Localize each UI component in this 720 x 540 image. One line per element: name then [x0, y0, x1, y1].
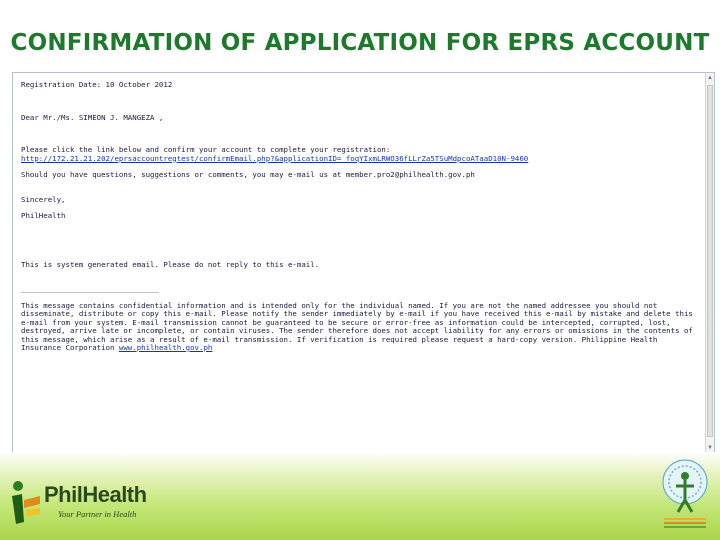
logo-text: PhilHealth	[44, 482, 147, 507]
vertical-scrollbar[interactable]	[705, 73, 714, 453]
scroll-thumb[interactable]	[707, 85, 713, 437]
email-window	[12, 72, 715, 454]
greeting: Dear Mr./Ms. SIMEON J. MANGEZA ,	[21, 112, 164, 122]
slide-title: CONFIRMATION OF APPLICATION FOR EPRS ACCOUNT	[10, 30, 710, 56]
philhealth-logo	[10, 478, 160, 528]
emblem-icon	[656, 456, 714, 536]
instruction-text: Please click the link below and confirm your account to complete your registration:	[21, 145, 391, 154]
disclaimer-paragraph	[21, 302, 693, 353]
email-body	[21, 81, 693, 353]
divider-line: _______________________________	[21, 284, 159, 293]
philhealth-figure-icon	[10, 478, 44, 526]
disclaimer-text: This message contains confidential information and is intended only for the individual named. If you are not the named addressee you should not disseminate, distribute or copy this e-mail. Please notify the sender immediately by e-mail if you have received this e-mail by mistake and delete this e-mail from your system. E-mail transmission cannot be guaranteed to be secure or error-free as information could be intercepted, corrupted, lost, destroyed, arrive late or incomplete, or contain viruses. The sender therefore does not accept liability for any errors or omissions in the contents of this message, which arise as a result of e-mail transmission. If verification is required please request a hard-copy version. Philippine Health Insurance Corporation	[21, 300, 693, 352]
system-notice: This is system generated email. Please do not reply to this e-mail.	[21, 259, 320, 269]
logo-tagline: Your Partner in Health	[58, 509, 137, 519]
signature-text: PhilHealth	[21, 211, 66, 220]
scroll-up-icon[interactable]: ▲	[707, 75, 713, 81]
closing-text: Sincerely,	[21, 194, 66, 204]
philhealth-website-link[interactable]: www.philhealth.gov.ph	[118, 343, 213, 352]
confirm-account-link[interactable]: http://172.21.21.202/eprsaccountregtest/confirmEmail.php?&applicationID=_foqYIxmLRWO36fLLrZa5TSuMdpcoATaaD10N-9460	[21, 153, 529, 163]
scroll-down-icon[interactable]: ▼	[707, 445, 713, 451]
questions-text: Should you have questions, suggestions or comments, you may e-mail us at member.pro2@philhealth.gov.ph	[21, 170, 475, 179]
registration-date: Registration Date: 10 October 2012	[21, 80, 173, 89]
